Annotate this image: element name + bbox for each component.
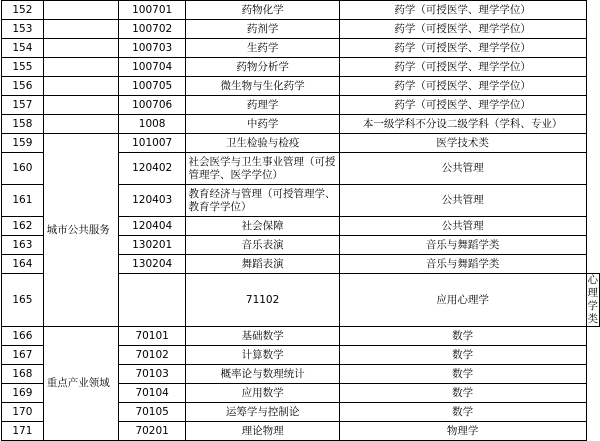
table-row [2,96,600,115]
table-row [2,20,600,39]
code-cell: 120403 [118,185,186,217]
code-cell: 130201 [118,236,186,255]
major-name-cell: 社会保障 [186,217,339,236]
row-number: 154 [2,39,44,58]
row-number: 165 [2,274,44,327]
table-row [2,58,600,77]
degree-cell: 公共管理 [339,217,586,236]
degree-cell: 药学（可授医学、理学学位） [339,20,586,39]
row-number: 162 [2,217,44,236]
table-row [2,327,600,346]
degree-cell: 医学技术类 [339,134,586,153]
degree-cell: 药学（可授医学、理学学位） [339,96,586,115]
major-name-cell: 基础数学 [186,327,339,346]
category-cell [43,77,118,96]
code-cell: 1008 [118,115,186,134]
major-name-cell: 应用数学 [186,384,339,403]
row-number: 170 [2,403,44,422]
major-name-cell: 社会医学与卫生事业管理（可授管理学、医学学位） [186,153,339,185]
row-number: 152 [2,1,44,20]
major-name-cell: 计算数学 [186,346,339,365]
row-number: 164 [2,255,44,274]
row-number: 157 [2,96,44,115]
degree-cell: 数学 [339,384,586,403]
code-cell: 120404 [118,217,186,236]
major-name-cell: 舞蹈表演 [186,255,339,274]
row-number: 169 [2,384,44,403]
row-number: 156 [2,77,44,96]
category-cell [43,115,118,134]
row-number: 167 [2,346,44,365]
table-row [2,115,600,134]
table-row [2,134,600,153]
major-name-cell: 音乐表演 [186,236,339,255]
major-name-cell: 药理学 [186,96,339,115]
degree-cell: 音乐与舞蹈学类 [339,255,586,274]
major-name-cell: 运筹学与控制论 [186,403,339,422]
major-table [1,0,600,441]
major-name-cell: 药物化学 [186,1,339,20]
code-cell: 101007 [118,134,186,153]
code-cell: 100706 [118,96,186,115]
degree-cell: 数学 [339,327,586,346]
major-name-cell: 药剂学 [186,20,339,39]
major-name-cell: 概率论与数理统计 [186,365,339,384]
degree-cell: 心理学类 [587,274,598,325]
category-cell [43,1,118,20]
table-row [2,77,600,96]
degree-cell: 数学 [339,365,586,384]
category-cell [43,20,118,39]
code-cell: 70102 [118,346,186,365]
degree-cell: 本一级学科不分设二级学科（学科、专业） [339,115,586,134]
major-name-cell: 教育经济与管理（可授管理学、教育学学位） [186,185,339,217]
degree-cell: 物理学 [339,422,586,441]
code-cell: 100703 [118,39,186,58]
row-number: 166 [2,327,44,346]
row-number: 160 [2,153,44,185]
row-number: 171 [2,422,44,441]
major-name-cell: 药物分析学 [186,58,339,77]
degree-cell: 药学（可授医学、理学学位） [339,1,586,20]
major-name-cell: 理论物理 [186,422,339,441]
degree-cell: 药学（可授医学、理学学位） [339,58,586,77]
code-cell: 70105 [118,403,186,422]
table-row [2,1,600,20]
category-cell [43,58,118,77]
degree-cell: 数学 [339,346,586,365]
row-number: 158 [2,115,44,134]
major-name-cell: 中药学 [186,115,339,134]
major-name-cell: 应用心理学 [339,274,586,327]
row-number: 159 [2,134,44,153]
code-cell: 70104 [118,384,186,403]
code-cell: 70201 [118,422,186,441]
row-number: 155 [2,58,44,77]
code-cell: 100704 [118,58,186,77]
major-name-cell: 微生物与生化药学 [186,77,339,96]
category-cell [118,274,186,327]
degree-cell: 药学（可授医学、理学学位） [339,39,586,58]
major-name-cell: 卫生检验与检疫 [186,134,339,153]
degree-cell: 药学（可授医学、理学学位） [339,77,586,96]
category-cell [43,39,118,58]
category-cell [43,96,118,115]
table-row [2,39,600,58]
category-cell-key-industry: 重点产业领域 [43,327,118,441]
degree-cell: 数学 [339,403,586,422]
row-number: 153 [2,20,44,39]
major-name-cell: 生药学 [186,39,339,58]
code-cell: 70101 [118,327,186,346]
code-cell: 100702 [118,20,186,39]
code-cell: 130204 [118,255,186,274]
row-number: 168 [2,365,44,384]
degree-cell: 公共管理 [339,153,586,185]
degree-cell: 音乐与舞蹈学类 [339,236,586,255]
code-cell: 100705 [118,77,186,96]
row-number: 163 [2,236,44,255]
code-cell: 71102 [186,274,339,327]
row-number: 161 [2,185,44,217]
category-cell-public-service: 城市公共服务 [43,134,118,327]
code-cell: 120402 [118,153,186,185]
code-cell: 70103 [118,365,186,384]
code-cell: 100701 [118,1,186,20]
degree-cell: 公共管理 [339,185,586,217]
